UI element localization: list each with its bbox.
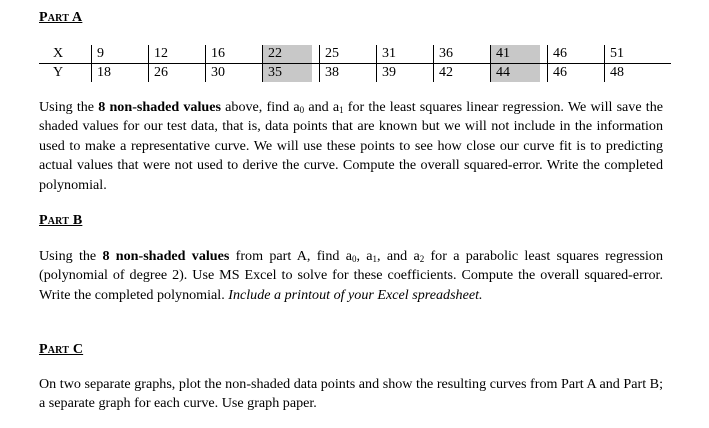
- x-cell-shaded: 41: [490, 45, 540, 63]
- x-cell: 25: [319, 45, 369, 63]
- y-cell-shaded: 44: [490, 64, 540, 82]
- y-row: [39, 64, 669, 82]
- y-cell: 48: [604, 64, 654, 82]
- x-cell: 46: [547, 45, 597, 63]
- y-cell-shaded: 35: [262, 64, 312, 82]
- part-a-text: Using the 8 non-shaded values above, find $a_0$ and $a_1$ for the least squares linear regression. We will save the shaded values for our test data, that is, data points that are known but we will not include in the information used to make a representative curve. We will use these points to see how close our curve fit is to predicting actual values that were not used to derive the curve. Compute the overall squared-error. Write the completed polynomial.: [39, 99, 664, 193]
- part-c-text: On two separate graphs, plot the non-shaded data points and show the resulting curves from Part A and Part B; a separate graph for each curve. Use graph paper.: [39, 376, 663, 412]
- x-cell: 9: [91, 45, 141, 63]
- x-cell-shaded: 22: [262, 45, 312, 63]
- x-label: X: [53, 46, 64, 61]
- part-a-heading: Part A: [39, 10, 83, 25]
- emphasis-non-shaded: 8 non-shaded values: [98, 99, 221, 115]
- part-b-heading: Part B: [39, 213, 83, 228]
- x-cell: 12: [148, 45, 198, 63]
- excel-printout-note: Include a printout of your Excel spreadsheet.: [228, 286, 483, 303]
- emphasis-non-shaded: 8 non-shaded values: [102, 248, 230, 264]
- x-cell: 51: [604, 45, 654, 63]
- y-label: Y: [53, 65, 64, 80]
- y-cell: 18: [91, 64, 141, 82]
- y-cell: 30: [205, 64, 255, 82]
- y-cell: 38: [319, 64, 369, 82]
- x-cell: 36: [433, 45, 483, 63]
- x-cell: 16: [205, 45, 255, 63]
- data-table: [39, 45, 669, 83]
- y-cell: 46: [547, 64, 597, 82]
- x-row: [39, 45, 669, 63]
- part-c-heading: Part C: [39, 342, 84, 357]
- y-cell: 39: [376, 64, 426, 82]
- x-cell: 31: [376, 45, 426, 63]
- y-cell: 26: [148, 64, 198, 82]
- y-cell: 42: [433, 64, 483, 82]
- part-b-text: Using the 8 non-shaded values from part A, find $a_0$, $a_1$, and $a_2$ for a parabolic least squares regression (polynomial of degree 2). Use MS Excel to solve for these coefficients. Compute the overall squared-error. Write the completed polynomial. Include a printout of your Excel spreadsheet.: [39, 248, 664, 303]
